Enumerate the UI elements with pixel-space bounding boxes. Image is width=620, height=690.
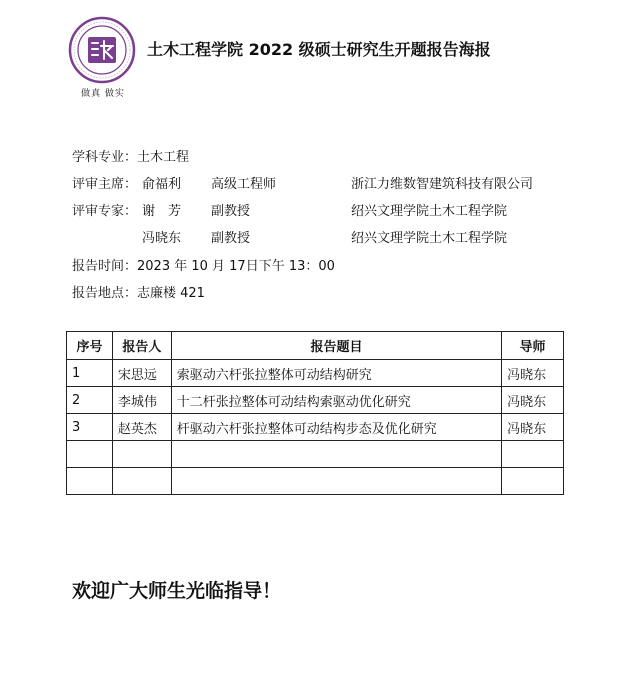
chair-label: 评审主席： [72, 177, 138, 192]
row-topic [171, 441, 501, 468]
row-topic: 十二杆张拉整体可动结构索驱动优化研究 [171, 387, 501, 414]
row-index: 1 [67, 360, 113, 387]
school-motto: 做真 做实 [81, 89, 125, 99]
table-row [67, 414, 564, 441]
row-presenter [112, 468, 171, 495]
expert-title: 副教授 [211, 204, 251, 219]
header-advisor: 导师 [502, 332, 564, 360]
table-row-empty [67, 441, 564, 468]
header-index: 序号 [67, 332, 113, 360]
table-row [67, 360, 564, 387]
expert-name: 谢 芳 [142, 204, 182, 219]
report-time: 报告时间：2023 年 10 月 17日下午 13：00 [72, 259, 335, 274]
report-location: 报告地点：志廉楼 421 [72, 286, 205, 301]
row-index [67, 468, 113, 495]
row-index [67, 441, 113, 468]
row-presenter: 李城伟 [112, 387, 171, 414]
row-topic [171, 468, 501, 495]
row-advisor: 冯晓东 [502, 387, 564, 414]
row-advisor [502, 441, 564, 468]
table-row-empty [67, 468, 564, 495]
expert-organization: 绍兴文理学院土木工程学院 [351, 204, 508, 219]
expert-organization: 绍兴文理学院土木工程学院 [351, 231, 508, 246]
report-schedule-table [66, 331, 564, 495]
header-presenter: 报告人 [112, 332, 171, 360]
discipline-line: 学科专业：土木工程 [72, 150, 190, 165]
poster-title: 土木工程学院 2022 级硕士研究生开题报告海报 [147, 40, 491, 59]
chair-title: 高级工程师 [211, 177, 277, 192]
row-index: 2 [67, 387, 113, 414]
expert-name: 冯晓东 [142, 231, 182, 246]
chair-organization: 浙江力维数智建筑科技有限公司 [351, 177, 534, 192]
expert-title: 副教授 [211, 231, 251, 246]
header-topic: 报告题目 [171, 332, 501, 360]
chair-name: 俞福利 [142, 177, 182, 192]
row-index: 3 [67, 414, 113, 441]
row-advisor: 冯晓东 [502, 360, 564, 387]
experts-label: 评审专家： [72, 204, 138, 219]
row-presenter [112, 441, 171, 468]
table-row [67, 387, 564, 414]
row-advisor: 冯晓东 [502, 414, 564, 441]
row-presenter: 赵英杰 [112, 414, 171, 441]
table-header-row [67, 332, 564, 360]
row-topic: 杆驱动六杆张拉整体可动结构步态及优化研究 [171, 414, 501, 441]
row-topic: 索驱动六杆张拉整体可动结构研究 [171, 360, 501, 387]
row-presenter: 宋思远 [112, 360, 171, 387]
row-advisor [502, 468, 564, 495]
welcome-message: 欢迎广大师生光临指导！ [72, 580, 282, 602]
university-logo [68, 16, 136, 84]
